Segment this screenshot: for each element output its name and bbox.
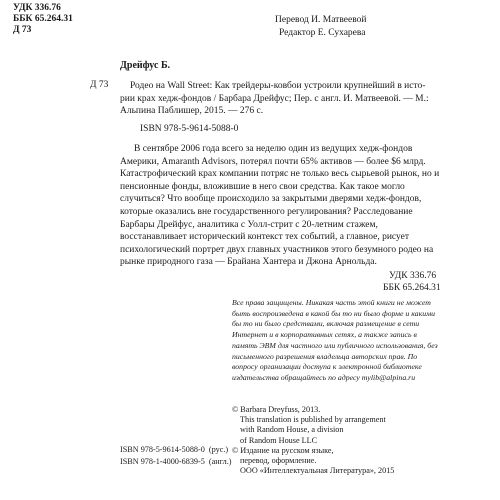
top-classification xyxy=(13,3,73,36)
isbn-russian: ISBN 978-5-9614-5088-0 (рус.) xyxy=(120,445,229,454)
udk-bottom: УДК 336.76 xyxy=(389,271,437,281)
bbk-top: ББК 65.264.31 xyxy=(13,14,73,24)
author-name: Дрейфус Б. xyxy=(120,60,171,71)
credits xyxy=(275,14,366,40)
copyright-line-6: перевод, оформление. xyxy=(240,456,317,466)
isbn-english: ISBN 978-1-4000-6839-5 (англ.) xyxy=(120,457,232,467)
translator: Перевод И. Матвеевой xyxy=(275,15,367,25)
record-code: Д 73 xyxy=(90,80,109,90)
copyright-line-4: of Random House LLC xyxy=(240,435,318,445)
copyright-line-3: with Random House, a division xyxy=(240,425,344,435)
copyright-line-7: ООО «Интеллектуальная Литература», 2015 xyxy=(240,466,395,476)
annotation: В сентябре 2006 года всего за неделю один из ведущих хедж-фондов Америки, Amaranth Advisors, потерял почти 65% активов — более $6 млрд. Катастрофический крах компании потряс не только весь сырьевой рынок, но и пенсионные фонды, вложившие в него свои средства. Как такое могло случиться? Что вообще происходило за закрытыми дверями хедж-фондов, которые оказались вне государственного регулирования? Расследование Барбары Дрейфус, аналитика с Уолл-стрит с 20-летним стажем, восстанавливает исторический контекст тех событий, а главное, рисует психологический портрет двух главных участников этого безумного родео на рынке природного газа — Брайана Хантера и Джона Арнольда. xyxy=(120,144,440,268)
editor: Редактор Е. Сухарева xyxy=(279,28,366,38)
isbn-list xyxy=(120,444,231,469)
rights-notice: Все права защищены. Никакая часть этой книги не может быть воспроизведена в какой бы то ни было форме и какими бы то ни было средствами, включая размещение в сети Интернет и в корпоративных сетях, а также запись в память ЭВМ для частного или публичного использования, без письменного разрешения владельца авторских прав. По вопросу организации доступа к электронной библиотеке издательства обращайтесь по адресу mylib@alpina.ru xyxy=(232,298,438,382)
description-line-3: Альпина Паблишер, 2015. — 276 с. xyxy=(120,106,264,116)
description-line-2: рии крах хедж-фондов / Барбара Дрейфус; Пер. с англ. И. Матвеевой. — М.: xyxy=(120,93,429,104)
bbk-bottom: ББК 65.264.31 xyxy=(383,283,441,293)
code-top: Д 73 xyxy=(13,25,32,35)
udk-top: УДК 336.76 xyxy=(13,3,61,13)
bibliographic-description xyxy=(120,80,440,118)
copyright-line-5: © Издание на русском языке, xyxy=(232,445,334,455)
isbn-main: ISBN 978-5-9614-5088-0 xyxy=(140,124,239,134)
copyright-line-1: © Barbara Dreyfuss, 2013. xyxy=(232,405,321,414)
description-line-1: Родео на Wall Street: Как трейдеры-ковбои устроили крупнейший в исто- xyxy=(130,81,426,91)
copyright-line-2: This translation is published by arrangement xyxy=(240,415,386,425)
bottom-classification xyxy=(383,270,441,294)
copyrights xyxy=(232,405,394,476)
